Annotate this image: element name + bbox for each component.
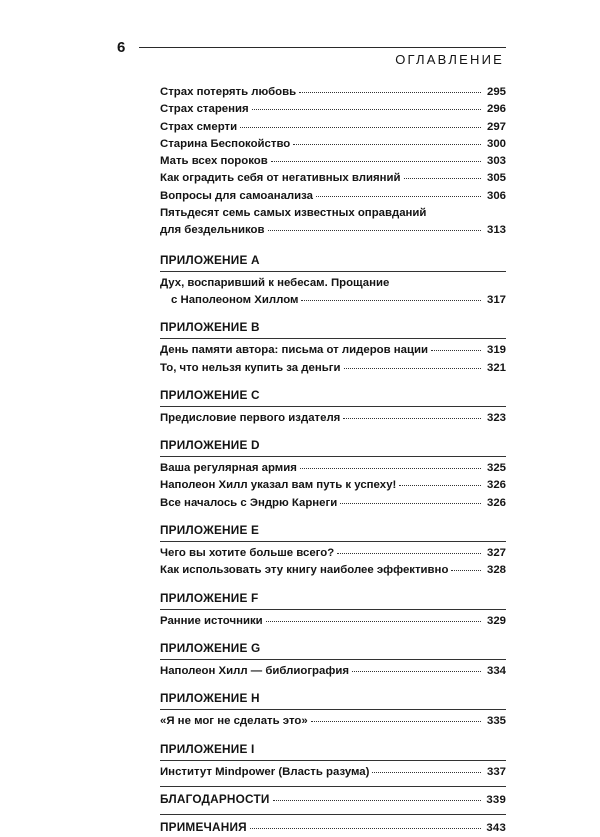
toc-entry-title: Наполеон Хилл указал вам путь к успеху! <box>160 479 397 492</box>
toc-entry[interactable] <box>160 360 506 377</box>
toc-entry-page: 303 <box>486 155 506 168</box>
toc-entry-page: 329 <box>486 614 506 627</box>
toc-entry[interactable] <box>160 477 506 494</box>
toc-entry-title: День памяти автора: письма от лидеров нации <box>160 344 429 357</box>
toc-entry[interactable] <box>160 188 506 205</box>
table-of-contents <box>160 84 506 837</box>
dot-leader <box>372 772 481 773</box>
toc-entry-page: 295 <box>486 86 506 98</box>
toc-entry-page: 334 <box>486 664 506 677</box>
toc-entry-page: 319 <box>486 344 506 357</box>
toc-entry-title: Как использовать эту книгу наиболее эффективно <box>160 564 449 577</box>
running-title: ОГЛАВЛЕНИЕ <box>395 52 504 67</box>
toc-entry-title: Институт Mindpower (Власть разума) <box>160 765 370 778</box>
toc-entry[interactable] <box>160 153 506 170</box>
toc-entry-title-line1: Дух, воспаривший к небесам. Прощание <box>160 276 390 289</box>
dot-leader <box>352 671 481 672</box>
toc-entry-page: 326 <box>486 479 506 492</box>
toc-entry-title: Страх смерти <box>160 120 238 133</box>
toc-entry-title: Страх потерять любовь <box>160 86 297 98</box>
appendix-i-section <box>160 742 506 781</box>
appendix-heading: ПРИЛОЖЕНИЕ B <box>160 320 506 339</box>
toc-entry-title: «Я не мог не сделать это» <box>160 715 308 728</box>
dot-leader <box>404 178 481 179</box>
toc-entry-acknowledgments[interactable] <box>160 791 506 809</box>
appendix-heading: ПРИЛОЖЕНИЕ I <box>160 742 506 761</box>
toc-entry-title: Чего вы хотите больше всего? <box>160 547 335 560</box>
appendix-a-section <box>160 253 506 310</box>
toc-entry-page: 325 <box>486 462 506 475</box>
toc-entry-page: 306 <box>486 189 506 202</box>
toc-entry[interactable] <box>160 136 506 153</box>
appendix-g-section <box>160 641 506 680</box>
toc-entry[interactable] <box>160 713 506 730</box>
dot-leader <box>311 721 481 722</box>
dot-leader <box>271 161 481 162</box>
toc-entry-page: 323 <box>486 411 506 424</box>
toc-entry[interactable] <box>160 562 506 579</box>
toc-entry[interactable] <box>160 170 506 187</box>
toc-entry[interactable] <box>160 275 506 310</box>
appendix-heading: ПРИЛОЖЕНИЕ D <box>160 438 506 457</box>
toc-entry-page: 297 <box>486 120 506 133</box>
dot-leader <box>301 300 481 301</box>
toc-entry-page: 327 <box>486 547 506 560</box>
dot-leader <box>250 828 481 829</box>
dot-leader <box>399 485 481 486</box>
appendix-heading: ПРИЛОЖЕНИЕ F <box>160 591 506 610</box>
toc-entry[interactable] <box>160 119 506 136</box>
appendix-heading: ПРИЛОЖЕНИЕ H <box>160 691 506 710</box>
page-number: 6 <box>117 39 126 56</box>
toc-entry-page: 300 <box>486 137 506 150</box>
appendix-heading: ПРИЛОЖЕНИЕ A <box>160 253 506 272</box>
toc-entry-title: Старина Беспокойство <box>160 137 291 150</box>
appendix-f-section <box>160 591 506 630</box>
toc-entry-excuses[interactable] <box>160 205 506 240</box>
toc-entry-title: ПРИМЕЧАНИЯ <box>160 819 247 834</box>
appendix-heading: ПРИЛОЖЕНИЕ E <box>160 523 506 542</box>
dot-leader <box>299 92 481 93</box>
appendix-c-section <box>160 388 506 427</box>
toc-entry-page: 339 <box>486 793 506 806</box>
toc-entry-title: Все началось с Эндрю Карнеги <box>160 496 338 509</box>
toc-entry-title: Страх старения <box>160 103 249 116</box>
dot-leader <box>340 503 481 504</box>
toc-entry-title: Наполеон Хилл — библиография <box>160 664 349 677</box>
toc-entry-page: 305 <box>486 172 506 185</box>
dot-leader <box>431 350 481 351</box>
toc-entry-title: Ранние источники <box>160 614 263 627</box>
toc-entry-title-line1: Пятьдесят семь самых известных оправданий <box>160 207 427 220</box>
toc-entry-title: Предисловие первого издателя <box>160 411 341 424</box>
dot-leader <box>343 418 481 419</box>
dot-leader <box>300 468 481 469</box>
toc-entry[interactable] <box>160 613 506 630</box>
toc-entry-title: БЛАГОДАРНОСТИ <box>160 791 270 806</box>
appendix-h-section <box>160 691 506 730</box>
dot-leader <box>266 621 481 622</box>
toc-entry[interactable] <box>160 663 506 680</box>
dot-leader <box>344 368 482 369</box>
dot-leader <box>337 553 481 554</box>
toc-entry-page: 328 <box>486 564 506 577</box>
toc-entry-page: 335 <box>486 715 506 728</box>
appendix-heading: ПРИЛОЖЕНИЕ G <box>160 641 506 660</box>
toc-entry-title: Как оградить себя от негативных влияний <box>160 172 401 185</box>
section-divider <box>160 786 506 787</box>
toc-entry-page: 343 <box>486 821 506 834</box>
toc-entry[interactable] <box>160 84 506 101</box>
toc-entry-title: Вопросы для самоанализа <box>160 189 314 202</box>
toc-entry[interactable] <box>160 342 506 359</box>
toc-entry-title-line2: для бездельников <box>160 224 265 237</box>
section-divider <box>160 814 506 815</box>
dot-leader <box>268 230 481 231</box>
toc-entry-title: Мать всех пороков <box>160 155 268 168</box>
toc-entry-page: 337 <box>486 765 506 778</box>
toc-entry-title-line2: с Наполеоном Хиллом <box>171 293 299 306</box>
toc-entry[interactable] <box>160 460 506 477</box>
toc-entry-page: 313 <box>486 224 506 237</box>
page-header <box>0 0 600 80</box>
dot-leader <box>252 109 481 110</box>
appendix-d-section <box>160 438 506 512</box>
toc-entry-page: 296 <box>486 103 506 116</box>
appendix-e-section <box>160 523 506 580</box>
toc-entry-page: 321 <box>486 361 506 374</box>
dot-leader <box>240 127 481 128</box>
toc-entry[interactable] <box>160 764 506 781</box>
appendix-heading: ПРИЛОЖЕНИЕ C <box>160 388 506 407</box>
dot-leader <box>293 144 481 145</box>
dot-leader <box>273 800 481 801</box>
toc-entry-title: Ваша регулярная армия <box>160 462 297 475</box>
toc-entry-title: То, что нельзя купить за деньги <box>160 361 341 374</box>
dot-leader <box>316 196 481 197</box>
toc-entry[interactable] <box>160 101 506 118</box>
toc-entry-page: 317 <box>486 293 506 306</box>
toc-entry[interactable] <box>160 545 506 562</box>
appendix-b-section <box>160 320 506 377</box>
toc-entry[interactable] <box>160 410 506 427</box>
header-rule <box>139 47 506 48</box>
toc-entry[interactable] <box>160 495 506 512</box>
toc-entry-notes[interactable] <box>160 819 506 837</box>
dot-leader <box>451 570 481 571</box>
toc-entry-page: 326 <box>486 496 506 509</box>
